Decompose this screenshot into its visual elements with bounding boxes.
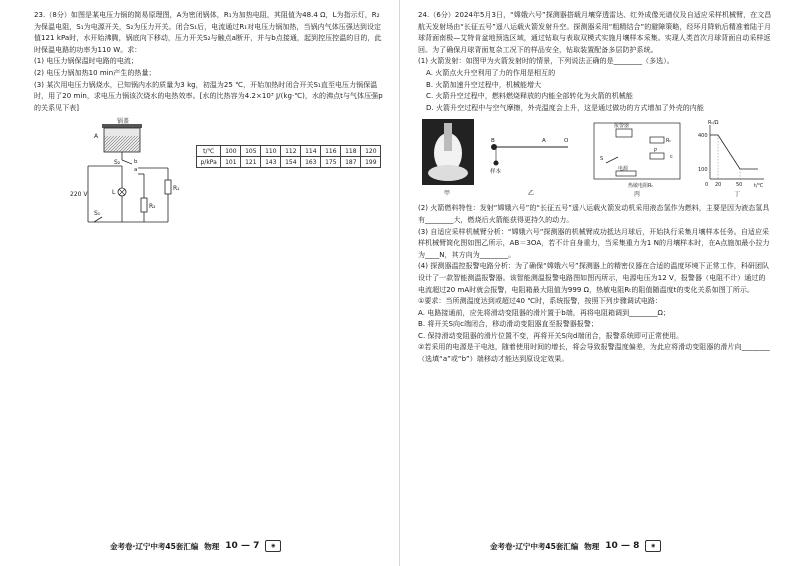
table-cell: 112 [281, 146, 301, 157]
q24-step-a: A. 电路接通前，应先将滑动变阻器的滑片置于b端，再将电阻箱调到________Ω； [418, 308, 671, 317]
table-cell: 116 [321, 146, 341, 157]
fig-ding-label: 丁 [734, 191, 741, 199]
graph-x-label: t/℃ [754, 183, 764, 190]
table-cell: 120 [361, 146, 381, 157]
q24-option-a: A. 火箭点火升空利用了力的作用是相互的 [426, 68, 556, 77]
q24-figure-strip [418, 117, 772, 199]
graph-tick-50: 50 [736, 182, 743, 189]
q23-part3: (3) 某次用电压力锅烧水，已知锅内水的质量为3 kg，初温为25 ℃，开始加热时闭合开关S₁直至电压力锅保温时，用了20 min，求电压力锅该次烧水的电热效率。[水的比热容为4.2×10³ J/(kg·℃)，水的沸点t与气体压强p的关系见下表] [34, 80, 383, 112]
graph-y-label: Rₜ/Ω [708, 120, 719, 127]
power-label: 电源 [618, 166, 629, 173]
q24-figures [418, 117, 772, 199]
slider-p-label: P [654, 148, 658, 155]
sample-label: 样本 [490, 169, 502, 176]
footer-page-number: 10 — 7 [225, 541, 260, 551]
graph-tick-400: 400 [698, 133, 708, 140]
table-cell: 154 [281, 157, 301, 168]
right-page [400, 0, 800, 566]
q24-sub3: (3) 自适应采样机械臂分析：“嫦娥六号”探测器的机械臂成功抵达月球后，开始执行采集月壤样本任务。自适应采样机械臂简化图如图乙所示，AB＝3OA，若不计自身重力，当采集重力为1 N的月壤样本时，在A点施加最小拉力为____N，其方向为________。 [418, 227, 770, 259]
graph-tick-20: 20 [715, 182, 722, 189]
table-cell: 199 [361, 157, 381, 168]
q24-step-b: B. 将开关S向c端闭合，移动滑动变阻器直至报警器报警； [418, 320, 598, 329]
brand-logo-icon: ◉ [645, 540, 661, 552]
point-b-label: B [491, 138, 495, 145]
q24-sub4-q2: ②若采用的电源是干电池，随着使用时间的增长，将会导致报警温度偏差，为此应将滑动变阻器的滑片向________（选填“a”或“b”）端移动才能达到原设定效果。 [418, 343, 770, 364]
table-cell: 118 [341, 146, 361, 157]
q23-figures [34, 118, 386, 236]
q24-option-d: D. 火箭升空过程中与空气摩擦，外壳温度会上升，这是通过做功的方式增加了外壳的内能 [426, 103, 704, 112]
table-row-label: t/℃ [197, 146, 221, 157]
footer-series: 金考卷·辽宁中考45套汇编 [110, 541, 199, 551]
table-cell: 105 [241, 146, 261, 157]
fig-jia-label: 甲 [444, 190, 451, 198]
fig-yi-label: 乙 [528, 190, 535, 198]
pot-a-label: A [94, 133, 99, 141]
thermistor-label: 热敏电阻Rₜ [628, 183, 653, 190]
left-footer [110, 540, 281, 552]
point-a-label: A [542, 138, 546, 145]
footer-subject: 物理 [204, 541, 220, 551]
contact-a-label: a [134, 167, 138, 174]
pot-lid-label: 锅盖 [117, 118, 130, 126]
q24-sub4-requirement: ①要求：当所测温度达到或超过40 ℃时，系统报警，按照下列步骤调试电路： [418, 297, 663, 306]
r2-label: R₂ [149, 203, 156, 211]
contact-b-label: b [134, 159, 138, 166]
q24-sub1: (1) 火箭发射：如图甲为火箭发射时的情景，下列说法正确的是________（多选）。 [418, 57, 674, 66]
table-cell: 163 [301, 157, 321, 168]
q24-sub2: (2) 火箭燃料特性：发射“嫦娥六号”的“长征五号”遥八运载火箭发动机采用液态氢作为燃料，主要是因为液态氢具有________大，燃烧后火箭能获得更持久的动力。 [418, 204, 770, 224]
r1-label: R₁ [173, 185, 180, 193]
table-cell: 121 [241, 157, 261, 168]
q24-step-c: C. 保持滑动变阻器的滑片位置不变，再将开关S向d端闭合，报警系统即可正常使用。 [418, 331, 684, 340]
table-row-pressure [197, 157, 381, 168]
table-row-label: p/kPa [197, 157, 221, 168]
graph-tick-100: 100 [698, 167, 708, 174]
fig-bing-label: 丙 [634, 191, 641, 199]
rt-label: Rₜ [666, 138, 671, 145]
footer-subject: 物理 [584, 541, 600, 551]
table-cell: 175 [321, 157, 341, 168]
table-cell: 187 [341, 157, 361, 168]
switch-s-label: S [600, 156, 604, 163]
table-cell: 101 [221, 157, 241, 168]
q23-intro: 23.（8分）如图是某电压力锅的简易原理图，A为密闭锅体，R₁为加热电阻，其阻值为48.4 Ω，L为指示灯，R₂为保温电阻，S₁为电源开关，S₂为压力开关。闭合S₁后，电流通过R₁对电压力锅加热，当锅内气体压强达到设定值121 kPa时，水开始沸腾，锅底向下移动，压力开关S₂与触点a断开，并与b点接通，起到控压控温的目的，此时保温电路的功率为110 W。求： [34, 11, 382, 54]
q24-sub4: (4) 探测器温控报警电路分析：为了确保“嫦娥六号”探测器上的精密仪器在合适的温度环境下正常工作，科研团队设计了一款智能测温报警器。该智能测温报警电路图如图丙所示，电源电压为12 V，报警器（电阻不计）通过的电流超过20 mA时就会报警，电阻箱最大阻值为999 Ω，热敏电阻Rₜ的阻值随温度t的变化关系如图丁所示。 [418, 262, 770, 294]
q24-option-c: C. 火箭升空过程中，燃料燃烧释放的内能全部转化为火箭的机械能 [426, 92, 633, 101]
voltage-label: 220 V [70, 191, 88, 199]
footer-series: 金考卷·辽宁中考45套汇编 [490, 541, 579, 551]
table-cell: 143 [261, 157, 281, 168]
q23-part2: (2) 电压力锅加热10 min产生的热量； [34, 68, 156, 77]
q24-intro: 24.（6分）2024年5月3日，“嫦娥六号”探测器搭载月壤穿透雷达、红外成像光谱仪及自适应采样机械臂，在文昌航天发射场由“长征五号”遥八运载火箭发射升空。探测器采用“粗精结合”的避障策略，经环月降轨后精准着陆于月球背面南极—艾特肯盆地预选区域，通过钻取与表取双模式实施月壤样本采集。实现人类首次月球背面自动采样返回。为了确保月球背面复杂工况下的样品安全，钻取装置配备多层防护系统。 [418, 11, 772, 54]
contact-c-label: c [670, 154, 673, 161]
s2-label: S₂ [114, 159, 121, 167]
q23-part1: (1) 电压力锅保温时电路的电流； [34, 57, 138, 66]
s1-label: S₁ [94, 210, 101, 218]
alarm-label: 报警器 [614, 123, 630, 130]
graph-tick-0: 0 [705, 182, 709, 189]
brand-logo-icon: ◉ [265, 540, 281, 552]
point-o-label: O [564, 138, 569, 145]
footer-page-number: 10 — 8 [605, 541, 640, 551]
pressure-cooker-circuit-diagram [72, 118, 192, 234]
q24-option-b: B. 火箭加速升空过程中，机械能增大 [426, 80, 542, 89]
table-cell: 110 [261, 146, 281, 157]
lamp-l-label: L [112, 189, 116, 197]
table-row-temperature [197, 146, 381, 157]
right-footer [490, 540, 661, 552]
boiling-point-pressure-table [196, 145, 381, 168]
table-cell: 114 [301, 146, 321, 157]
table-cell: 100 [221, 146, 241, 157]
